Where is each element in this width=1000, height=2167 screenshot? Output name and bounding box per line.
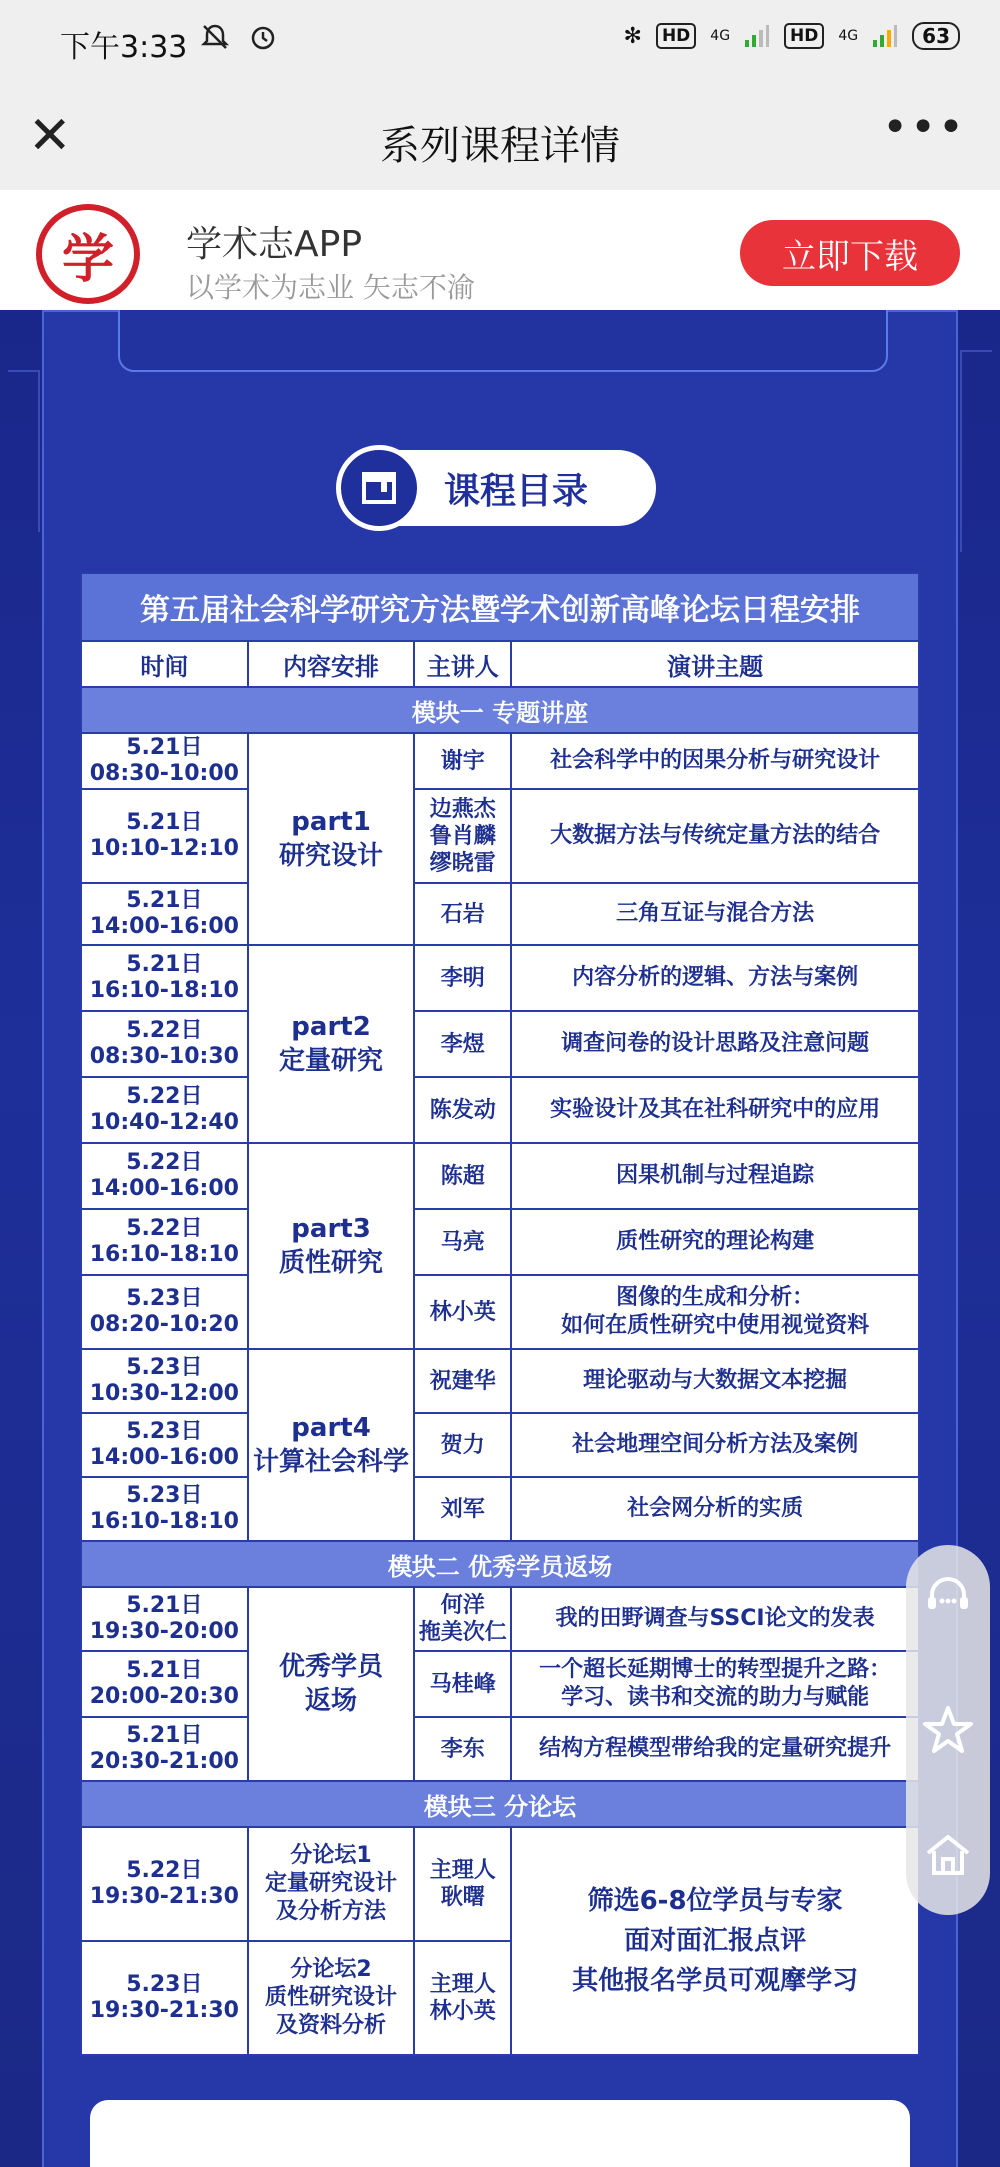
forum-cell: 分论坛2 质性研究设计 及资料分析	[248, 1941, 415, 2055]
speaker-cell: 林小英	[414, 1275, 511, 1349]
time-cell: 5.21日 16:10-18:10	[81, 945, 248, 1011]
speaker-cell: 李东	[414, 1717, 511, 1781]
page-title: 系列课程详情	[380, 123, 620, 169]
module-3-header: 模块三 分论坛	[81, 1781, 919, 1827]
signal-icon	[744, 24, 770, 48]
topic-cell: 因果机制与过程追踪	[511, 1143, 919, 1209]
speaker-cell: 谢宇	[414, 733, 511, 789]
table-row	[81, 1011, 919, 1077]
decor-top-box	[118, 310, 888, 372]
table-row	[81, 1077, 919, 1143]
speaker-cell: 贺力	[414, 1413, 511, 1477]
mute-icon	[200, 22, 230, 52]
forum-cell: 分论坛1 定量研究设计 及分析方法	[248, 1827, 415, 1941]
col-speaker: 主讲人	[414, 641, 511, 687]
time-cell: 5.23日 14:00-16:00	[81, 1413, 248, 1477]
speaker-cell: 边燕杰 鲁肖麟 缪晓雷	[414, 789, 511, 883]
speaker-cell: 陈发动	[414, 1077, 511, 1143]
schedule-title: 第五届社会科学研究方法暨学术创新高峰论坛日程安排	[81, 573, 919, 641]
topic-cell: 大数据方法与传统定量方法的结合	[511, 789, 919, 883]
catalog-label: 课程目录	[444, 470, 589, 512]
time-cell: 5.21日 14:00-16:00	[81, 883, 248, 945]
topic-cell: 社会网分析的实质	[511, 1477, 919, 1541]
part-cell: part4 计算社会科学	[248, 1349, 415, 1541]
table-row	[81, 1143, 919, 1209]
app-logo-glyph: 学	[61, 228, 114, 290]
hd-badge-2: HD	[784, 23, 824, 49]
app-logo	[36, 204, 140, 304]
speaker-cell: 陈超	[414, 1143, 511, 1209]
table-row	[81, 1651, 919, 1717]
table-row	[81, 945, 919, 1011]
table-row	[81, 1827, 919, 1941]
app-slogan: 以学术为志业 矢志不渝	[186, 271, 475, 304]
speaker-cell: 祝建华	[414, 1349, 511, 1413]
topic-cell: 一个超长延期博士的转型提升之路： 学习、读书和交流的助力与赋能	[511, 1651, 919, 1717]
decor-circuit-right	[960, 350, 992, 552]
status-time: 下午3:33	[60, 30, 188, 65]
table-row	[81, 733, 919, 789]
customer-service-icon[interactable]	[918, 1567, 978, 1627]
speaker-cell: 主理人 林小英	[414, 1941, 511, 2055]
speaker-cell: 李煜	[414, 1011, 511, 1077]
next-card	[90, 2100, 910, 2167]
hd-badge-1: HD	[656, 23, 696, 49]
topic-cell: 结构方程模型带给我的定量研究提升	[511, 1717, 919, 1781]
table-row	[81, 1209, 919, 1275]
app-name: 学术志APP	[186, 224, 363, 265]
part-cell: part2 定量研究	[248, 945, 415, 1143]
part-cell: part3 质性研究	[248, 1143, 415, 1349]
table-row	[81, 1587, 919, 1651]
home-icon[interactable]	[918, 1825, 978, 1885]
table-row	[81, 1413, 919, 1477]
network-type-2: 4G	[838, 28, 859, 44]
table-row	[81, 789, 919, 883]
time-cell: 5.21日 08:30-10:00	[81, 733, 248, 789]
module-2-header: 模块二 优秀学员返场	[81, 1541, 919, 1587]
alarm-icon	[248, 22, 278, 52]
catalog-header	[348, 450, 656, 526]
topic-cell: 社会科学中的因果分析与研究设计	[511, 733, 919, 789]
floating-action-bar	[906, 1545, 990, 1915]
time-cell: 5.22日 19:30-21:30	[81, 1827, 248, 1941]
col-content: 内容安排	[248, 641, 415, 687]
status-bar	[0, 0, 1000, 88]
time-cell: 5.21日 20:30-21:00	[81, 1717, 248, 1781]
topic-cell: 实验设计及其在社科研究中的应用	[511, 1077, 919, 1143]
table-row	[81, 1477, 919, 1541]
topic-cell: 社会地理空间分析方法及案例	[511, 1413, 919, 1477]
time-cell: 5.23日 19:30-21:30	[81, 1941, 248, 2055]
network-type-1: 4G	[710, 28, 731, 44]
time-cell: 5.22日 16:10-18:10	[81, 1209, 248, 1275]
download-button[interactable]: 立即下载	[740, 220, 960, 286]
time-cell: 5.21日 19:30-20:00	[81, 1587, 248, 1651]
col-time: 时间	[81, 641, 248, 687]
course-content	[0, 310, 1000, 2167]
table-row	[81, 1275, 919, 1349]
speaker-cell: 马桂峰	[414, 1651, 511, 1717]
status-system-icons	[624, 22, 961, 50]
decor-circuit-left	[8, 370, 40, 532]
time-cell: 5.23日 16:10-18:10	[81, 1477, 248, 1541]
status-notification-icons	[200, 22, 278, 52]
table-row	[81, 883, 919, 945]
signal-icon-2	[872, 24, 898, 48]
topic-cell: 质性研究的理论构建	[511, 1209, 919, 1275]
time-cell: 5.23日 10:30-12:00	[81, 1349, 248, 1413]
time-cell: 5.21日 20:00-20:30	[81, 1651, 248, 1717]
topic-cell: 调查问卷的设计思路及注意问题	[511, 1011, 919, 1077]
table-row	[81, 1717, 919, 1781]
topic-cell: 图像的生成和分析： 如何在质性研究中使用视觉资料	[511, 1275, 919, 1349]
speaker-cell: 马亮	[414, 1209, 511, 1275]
part-cell: part1 研究设计	[248, 733, 415, 945]
speaker-cell: 石岩	[414, 883, 511, 945]
time-cell: 5.21日 10:10-12:10	[81, 789, 248, 883]
title-bar	[0, 88, 1000, 191]
catalog-book-icon	[336, 445, 422, 531]
app-download-banner	[0, 190, 1000, 310]
time-cell: 5.22日 14:00-16:00	[81, 1143, 248, 1209]
topic-cell: 内容分析的逻辑、方法与案例	[511, 945, 919, 1011]
topic-cell: 我的田野调查与SSCI论文的发表	[511, 1587, 919, 1651]
topic-cell: 理论驱动与大数据文本挖掘	[511, 1349, 919, 1413]
time-cell: 5.22日 10:40-12:40	[81, 1077, 248, 1143]
time-cell: 5.22日 08:30-10:30	[81, 1011, 248, 1077]
speaker-cell: 主理人 耿曙	[414, 1827, 511, 1941]
star-icon[interactable]	[918, 1700, 978, 1760]
table-row	[81, 1349, 919, 1413]
module-1-header: 模块一 专题讲座	[81, 687, 919, 733]
forum-topic-cell: 筛选6-8位学员与专家 面对面汇报点评 其他报名学员可观摩学习	[511, 1827, 919, 2055]
part-cell: 优秀学员 返场	[248, 1587, 415, 1781]
battery-indicator: 63	[912, 22, 960, 50]
speaker-cell: 何洋 拖美次仁	[414, 1587, 511, 1651]
speaker-cell: 李明	[414, 945, 511, 1011]
col-topic: 演讲主题	[511, 641, 919, 687]
close-icon[interactable]: ✕	[28, 106, 72, 166]
more-icon[interactable]: •••	[882, 102, 966, 153]
time-cell: 5.23日 08:20-10:20	[81, 1275, 248, 1349]
topic-cell: 三角互证与混合方法	[511, 883, 919, 945]
bluetooth-icon: ✻	[623, 23, 642, 49]
speaker-cell: 刘军	[414, 1477, 511, 1541]
schedule-table	[80, 572, 920, 2056]
